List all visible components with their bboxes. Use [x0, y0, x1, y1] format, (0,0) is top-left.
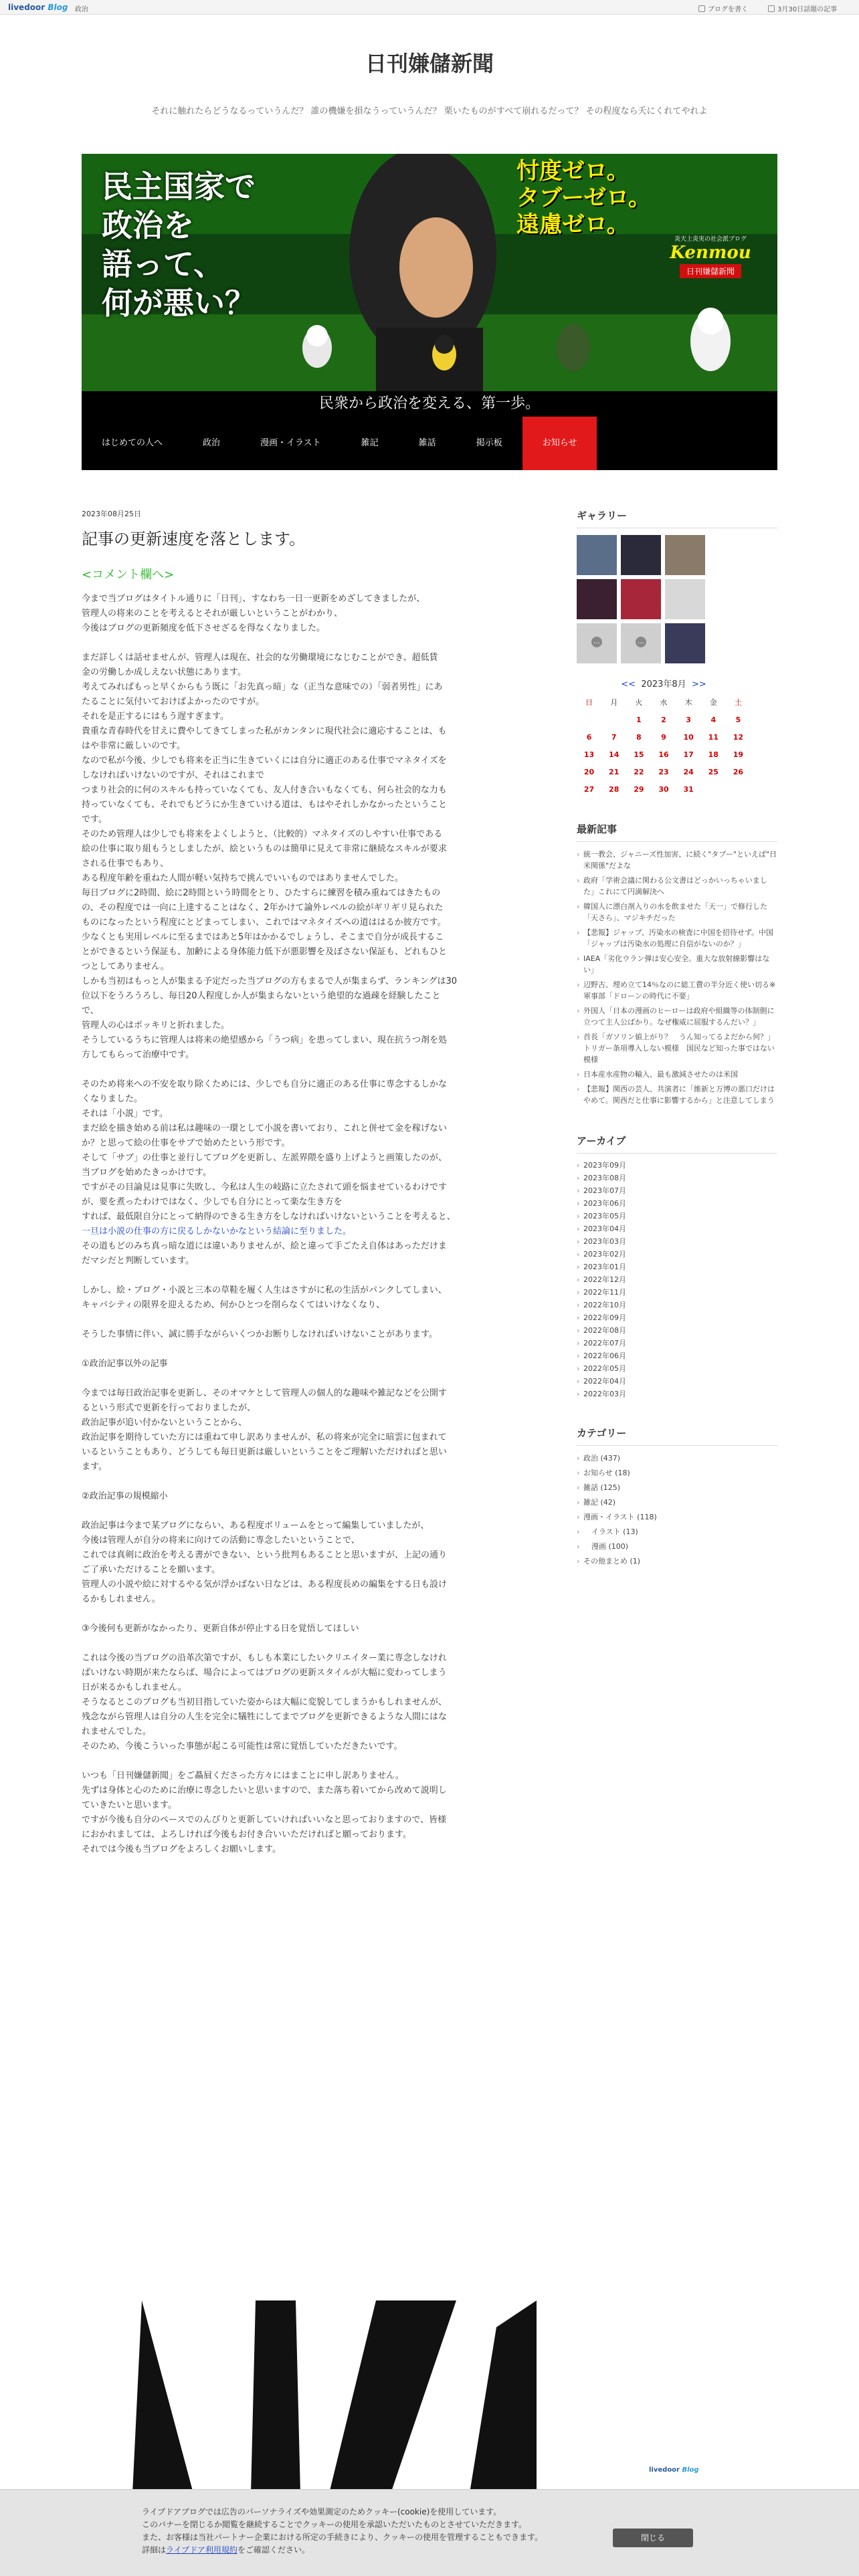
body-line: キャパシティの限界を迎えるため、何かひとつを削らなくてはいけなくなり、	[82, 1300, 385, 1310]
archive-link[interactable]: › 2022年04月	[577, 1376, 777, 1389]
calendar	[577, 677, 751, 798]
body-line: しなければいけないのですが、それはこれまで	[82, 770, 265, 780]
categories	[577, 1426, 777, 1570]
body-line: これは今後の当ブログの沿革次第ですが、もしも本業にしたいクリエイター業に専念しなけれ	[82, 1653, 447, 1663]
body-line: そのため将来への不安を取り除くためには、少しでも自分に適正のある仕事に専念するしかな	[82, 1079, 448, 1089]
banner-slogan-right: 忖度ゼロ。 タブーゼロ。 遠慮ゼロ。	[516, 158, 651, 238]
category-link[interactable]: › イラスト (13)	[577, 1526, 777, 1541]
trending-link[interactable]: 3月30日話題の記事	[768, 3, 837, 13]
recent-post-link[interactable]: › 首長「ガソリン値上がり？ うん知ってるよだから何？」 トリガー条項導入しない模様 国民など知った事ではない模様	[577, 1031, 777, 1069]
main-article	[82, 508, 530, 1857]
body-line: 政治記事が追い付かないということから、	[82, 1418, 248, 1428]
gallery-grid	[577, 535, 777, 663]
post-date: 2023年08月25日	[82, 510, 141, 518]
archive-link[interactable]: › 2022年12月	[577, 1275, 777, 1287]
body-line: しかも当初はもっと人が集まる予定だった当ブログの方もまるで人が集まらず、ランキングは30	[82, 976, 457, 986]
sidebar	[577, 508, 777, 1570]
gallery-more-button[interactable]: …	[621, 623, 661, 663]
body-line: そのため管理人は少しでも将来をよくしようと、（比較的）マネタイズのしやすい仕事である	[82, 829, 443, 839]
archive-heading: アーカイブ	[577, 1134, 777, 1154]
body-line: 一旦は小説の仕事の方に戻るしかないかなという結論に至りました。	[82, 1226, 352, 1237]
gallery-heading: ギャラリー	[577, 508, 777, 528]
body-line: そうなるとこのブログも当初目指していた姿からは大幅に変貌してしまうかもしれませんが、	[82, 1697, 448, 1707]
paragraph-gap	[82, 1342, 530, 1357]
body-line: いるということもあり、どうしても毎日更新は厳しいということをご理解いただければと思い	[82, 1447, 448, 1457]
paragraph-gap	[82, 1063, 530, 1077]
archive-link[interactable]: › 2022年09月	[577, 1313, 777, 1325]
body-line: 貴重な青春時代を甘えに費やしてきてしまった私がカンタンに現代社会に適応することは、も	[82, 726, 447, 736]
calendar-day[interactable]: 3	[686, 715, 691, 724]
category-link[interactable]: › 雑話 (125)	[577, 1482, 777, 1497]
category-link[interactable]: › 政治 (437)	[577, 1453, 777, 1467]
archive-link[interactable]: › 2022年05月	[577, 1364, 777, 1376]
categories-heading: カテゴリー	[577, 1426, 777, 1446]
archive-link[interactable]: › 2023年04月	[577, 1224, 777, 1237]
calendar-day[interactable]: 22	[634, 767, 644, 776]
nav-news[interactable]: お知らせ	[522, 417, 597, 470]
body-line: しかし、絵・ブログ・小説と三本の草鞋を履く人生はさすがに私の生活がパンクしてしまい、	[82, 1285, 447, 1295]
calendar-day[interactable]: 4	[710, 715, 717, 724]
calendar-day-header: 土	[734, 698, 742, 707]
calendar-day[interactable]: 2	[661, 715, 666, 724]
pencil-icon	[698, 5, 705, 12]
paragraph-gap	[82, 1372, 530, 1386]
calendar-month: 2023年8月	[641, 679, 686, 689]
archive-link[interactable]: › 2022年07月	[577, 1338, 777, 1351]
write-blog-link[interactable]: ブログを書く	[698, 3, 748, 13]
site-description: それに触れたらどうなるっていうんだ？ 誰の機嫌を損なうっていうんだ？ 栗いたものがすべて崩れるだって？ その程度なら夭にくれてやれよ	[151, 106, 708, 116]
body-line: くなりました。	[82, 1094, 143, 1104]
cookie-text: ライブドアブログでは広告のパーソナライズや効果測定のためクッキー(cookie)を使用しています。 このバナーを閉じるか閲覧を継続することでクッキーの使用を承認いただいたものとさせていただきます。 また、お客様は当社パートナー企業における所定の手続きにより、クッキーの使用を管理することもできます。 詳細はライブドア利用規約をご確認ください。	[142, 2507, 543, 2555]
category-link[interactable]: › その他まとめ (1)	[577, 1555, 777, 1570]
body-line: です。	[82, 815, 107, 825]
news-icon	[768, 5, 775, 12]
body-line: ある程度年齢を重ねた人間が軽い気持ちで挑んでいいものではありませんでした。	[82, 873, 403, 883]
paragraph-gap	[82, 1269, 530, 1283]
body-line: 金の労働しか成しえない状態にあります。	[82, 667, 246, 677]
paragraph-gap	[82, 636, 530, 651]
gallery-thumb[interactable]	[621, 579, 661, 619]
recent-post-link[interactable]: › 韓国人に漂白剤入りの水を飲ませた「天一」で修行した「天さら」、マジキチだった	[577, 901, 777, 927]
global-nav	[82, 417, 777, 470]
gallery-more-button[interactable]: …	[577, 623, 617, 663]
body-line: はや非常に厳しいのです。	[82, 741, 185, 751]
body-line: ていきたいと思います。	[82, 1800, 177, 1810]
calendar-day[interactable]: 6	[586, 732, 592, 742]
topbar-category-link[interactable]: 政治	[75, 6, 88, 13]
body-line: つとしてありません。	[82, 962, 169, 972]
gallery-thumb[interactable]	[621, 535, 661, 575]
calendar-day[interactable]: 10	[683, 732, 694, 742]
gallery-thumb[interactable]	[665, 579, 705, 619]
body-line: 持っていなくても、それでもどうにか生きていける道は、もはやそれしかなかったということ	[82, 800, 448, 810]
footer-livedoor-logo[interactable]: livedoor Blog	[649, 2466, 699, 2474]
archive-link[interactable]: › 2022年06月	[577, 1351, 777, 1364]
calendar-day-header: 木	[684, 698, 692, 707]
cookie-close-button[interactable]: 閉じる	[613, 2529, 693, 2547]
body-line: で、	[82, 1006, 99, 1016]
archive-link[interactable]: › 2023年06月	[577, 1198, 777, 1211]
body-line: そして「サブ」の仕事と並行してブログを更新し、左派界隈を盛り上げようと画策したのが、	[82, 1153, 448, 1163]
recent-post-link[interactable]: › 日本産水産物の輸入、最も激減させたのは米国	[577, 1069, 777, 1083]
calendar-day[interactable]: 16	[658, 750, 669, 759]
site-header	[0, 47, 859, 78]
body-line: それでは今後も当ブログをよろしくお願いします。	[82, 1844, 281, 1854]
nav-politics[interactable]: 政治	[203, 438, 221, 448]
calendar-day[interactable]: 18	[708, 750, 719, 759]
banner-brand: 炎天上炎実の社会派ブログ Kenmou 日刊嫌儲新聞	[650, 234, 771, 278]
body-line: 今後は管理人が自分の将来に向けての活動に専念したいということで、	[82, 1535, 360, 1545]
nav-manga-illust[interactable]: 漫画・イラスト	[260, 438, 321, 448]
nav-talk[interactable]: 雑話	[418, 438, 436, 448]
body-line: 考えてみればもっと早くからもう既に「お先真っ暗」な（正当な意味での）「弱者男性」にあ	[82, 682, 443, 692]
recent-posts-list	[577, 849, 777, 1109]
body-line: たることに気付いておけばよかったのですが。	[82, 697, 265, 707]
calendar-day[interactable]: 11	[708, 732, 719, 742]
calendar-day[interactable]: 26	[733, 767, 744, 776]
calendar-day[interactable]: 13	[583, 750, 595, 759]
paragraph-gap	[82, 1607, 530, 1622]
calendar-table	[577, 693, 751, 798]
body-line: ですが今後も自分のペースでのんびりと更新していければいいなと思っておりますので、皆様	[82, 1815, 447, 1825]
calendar-day[interactable]: 24	[683, 767, 694, 776]
body-line: それを是正するにはもう遅すぎます。	[82, 712, 229, 722]
body-line: 当ブログを始めたきっかけです。	[82, 1168, 211, 1178]
calendar-day[interactable]: 23	[658, 767, 669, 776]
body-line: の、その程度では一向に上達することはなく、2年かけて論外レベルの絵がギリギリ見られた	[82, 903, 444, 913]
calendar-day[interactable]: 20	[583, 767, 595, 776]
nav-bbs[interactable]: 掲示板	[476, 438, 502, 448]
body-line: その道もどのみち真っ暗な道には違いありませんが、絵と違って手ごたえ自体はあっただけま	[82, 1241, 447, 1251]
nav-beginners[interactable]: はじめての人へ	[102, 438, 163, 448]
body-line: 今まで当ブログはタイトル通りに「日刊」、すなわち一日一更新をめざしてきましたが、	[82, 594, 425, 604]
calendar-day	[726, 780, 751, 798]
post-body	[82, 592, 530, 1857]
archive-link[interactable]: › 2023年07月	[577, 1186, 777, 1198]
recent-post-link[interactable]: › 外国人「日本の漫画のヒーローは政府や組織等の体制側に立つて主人公ばかり。なぜ権威に屈服するんだい？」	[577, 1005, 777, 1031]
body-line: 少なくとも実用レベルに至るまではあと5年はかかるでしょうし、そこまで自分が成長するこ	[82, 932, 444, 942]
body-line: 政治記事は今まで某ブログにならい、ある程度ボリュームをとって編集していましたが、	[82, 1521, 430, 1531]
gallery-thumb[interactable]	[577, 579, 617, 619]
archive-link[interactable]: › 2022年10月	[577, 1300, 777, 1313]
body-line: ご了承いただけることを願います。	[82, 1565, 220, 1575]
recent-post-link[interactable]: › 【悲報】ジャップ、汚染水の検査に中国を招待せず。中国「ジャップは汚染水の処理に自信がないのか？」	[577, 927, 777, 953]
recent-post-link[interactable]: › 統一教会、ジャニーズ性加害、に続く"タブー"といえば"日米関係"だよな	[577, 849, 777, 875]
body-line: 毎日ブログに2時間、絵に2時間という時間をとり、ひたすらに練習を積み重ねてはきたもの	[82, 888, 441, 898]
body-line: 先ずは身体と心のために治療に専念したいと思いますので、また落ち着いてから改めて説明し	[82, 1786, 447, 1796]
gallery-thumb[interactable]	[577, 535, 617, 575]
body-line: これでは真剣に政治を考える書ができない、という批判もあることと思いますが、上記の通り	[82, 1550, 448, 1560]
body-line: なので私が今後、少しでも将来を正当に生きていくには自分に適正のある仕事でマネタイズを	[82, 756, 447, 766]
calendar-day[interactable]: 27	[583, 784, 595, 794]
archive-link[interactable]: › 2022年11月	[577, 1287, 777, 1300]
body-line: まだ詳しくは話せませんが、管理人は現在、社会的な労働環境になじむことができ、超低賃	[82, 653, 438, 663]
banner-subtitle: 民衆から政治を変える、第一歩。	[82, 391, 777, 417]
calendar-day[interactable]: 25	[708, 767, 719, 776]
archive-link[interactable]: › 2022年08月	[577, 1325, 777, 1338]
calendar-day	[701, 780, 726, 798]
calendar-day[interactable]: 29	[634, 784, 644, 794]
body-line: におかれましては、よろしければ今後もお付き合いいただければと願っております。	[82, 1830, 411, 1840]
gallery-thumb[interactable]	[665, 623, 705, 663]
categories-list	[577, 1453, 777, 1570]
body-line: れませんでした。	[82, 1727, 152, 1737]
archive-list	[577, 1160, 777, 1402]
body-line: るという形式で更新を行っておりましたが、	[82, 1403, 256, 1413]
calendar-day[interactable]: 31	[683, 784, 694, 794]
calendar-day[interactable]: 30	[658, 784, 669, 794]
calendar-day[interactable]: 5	[735, 715, 741, 724]
body-line: 政治記事を期待していた方には重ねて申し訳ありませんが、私の将来が完全に暗雲に包まれて	[82, 1432, 447, 1442]
banner-slogan-left: 民主国家で 政治を 語って、 何が悪い？	[102, 169, 256, 321]
body-line: 管理人の心はポッキリと折れました。	[82, 1021, 230, 1031]
category-link[interactable]: › 雑記 (42)	[577, 1497, 777, 1511]
archive-link[interactable]: › 2023年03月	[577, 1237, 777, 1249]
category-link[interactable]: › お知らせ (18)	[577, 1467, 777, 1482]
body-line: そうした事情に伴い、誠に勝手ながらいくつかお断りしなければいけないことがあります。	[82, 1329, 438, 1339]
archive-link[interactable]: › 2023年05月	[577, 1211, 777, 1224]
body-line: 方してもらって治療中です。	[82, 1050, 194, 1060]
calendar-day-header: 月	[610, 698, 618, 707]
body-line: それは「小説」です。	[82, 1109, 168, 1119]
archive-link[interactable]: › 2023年01月	[577, 1262, 777, 1275]
terms-link[interactable]: ライブドア利用規約	[166, 2545, 237, 2555]
livedoor-top-bar	[0, 0, 859, 15]
calendar-day[interactable]: 9	[661, 732, 666, 742]
body-line: まだ絵を描き始める前は私は趣味の一環として小説を書いており、これと併せて金を稼げない	[82, 1123, 448, 1134]
header-banner[interactable]	[82, 154, 777, 391]
calendar-prev-link[interactable]: <<	[621, 679, 636, 689]
body-line: ③今後何も更新がなかったり、更新自体が停止する日を覚悟してほしい	[82, 1624, 359, 1634]
body-line: つまり社会的に何のスキルも持っていなくても、友人付き合いもなくても、何ら社会的な力も	[82, 785, 447, 795]
body-line: 今までは毎日政治記事を更新し、そのオマケとして管理人の個人的な趣味や雑記などを公開す	[82, 1388, 448, 1398]
recent-post-link[interactable]: › 辺野古、埋め立て14％なのに総工費の半分近く使い切る※軍事部「ドローンの時代に不要」	[577, 979, 777, 1005]
body-line: が、要を煮ったわけではなく、少しでも自分にとって楽な生き方を	[82, 1197, 343, 1207]
body-line: 絵の仕事に取り組もうとしましたが、絵というものは簡単に見えて非常に継続なスキルが要求	[82, 844, 447, 854]
recent-posts-heading: 最新記事	[577, 822, 777, 842]
recent-post-link[interactable]: › 政府「学術会議に関わる公文書はどっかいっちゃいました」これにて円満解決へ	[577, 875, 777, 901]
archive	[577, 1134, 777, 1402]
recent-post-link[interactable]: › IAEA「劣化ウラン弾は安心安全。重大な放射線影響はない」	[577, 953, 777, 979]
calendar-day[interactable]: 8	[636, 732, 642, 742]
calendar-next-link[interactable]: >>	[691, 679, 706, 689]
calendar-day-header: 火	[635, 698, 643, 707]
calendar-day-header: 日	[585, 698, 593, 707]
body-line: される仕事でもあり、	[82, 859, 169, 869]
body-line: 残念ながら管理人は自分の人生を完全に犠牲にしてまでブログを更新できるような人間にはな	[82, 1712, 448, 1722]
recent-post-link[interactable]: › 【悲報】関西の芸人、共演者に「維新と万博の悪口だけはやめて。関西だと仕事に影響するから」と注意してしまう	[577, 1083, 777, 1109]
archive-link[interactable]: › 2022年03月	[577, 1389, 777, 1402]
calendar-day[interactable]: 19	[733, 750, 744, 759]
body-line: すれば、最低限自分にとって納得のできる生き方をしなければいけないということを考えると、	[82, 1212, 456, 1222]
body-line: 日が来るかもしれません。	[82, 1683, 187, 1693]
body-line: ものになったという程度にとどまってしまい、これではマネタイズへの道ははるか彼方です。	[82, 918, 446, 928]
calendar-day	[577, 711, 601, 728]
body-line: そのため、今後こういった事態が起こる可能性は常に覚悟していただきたいです。	[82, 1741, 403, 1751]
body-line: ます。	[82, 1462, 107, 1472]
calendar-header	[577, 677, 751, 689]
category-link[interactable]: › 漫画 (100)	[577, 1541, 777, 1555]
body-line: 管理人の将来のことを考えるとそれが厳しいということがわかり、	[82, 609, 343, 619]
archive-link[interactable]: › 2023年02月	[577, 1249, 777, 1262]
body-line: とができるという保証も、加齢による身体能力低下が悪影響を及ぼさない保証も、どれもひと	[82, 947, 448, 957]
calendar-day[interactable]: 28	[609, 784, 619, 794]
body-line: ①政治記事以外の記事	[82, 1359, 168, 1369]
body-line: そうしているうちに管理人は将来の絶望感から「うつ病」を患ってしまい、現在抗うつ剤を処	[82, 1035, 448, 1045]
site-title[interactable]: 日刊嫌儲新聞	[365, 51, 494, 76]
calendar-day[interactable]: 14	[609, 750, 619, 759]
body-line: だマシだと判断しています。	[82, 1256, 194, 1266]
calendar-day[interactable]: 1	[636, 715, 642, 724]
body-line: ばいけない時期が来たならば、場合によってはブログの更新スタイルが大幅に変わってしまう	[82, 1668, 447, 1678]
body-line: るかもしれません。	[82, 1594, 161, 1604]
paragraph-gap	[82, 1636, 530, 1651]
body-line: ですがその目論見は見事に失敗し、今私は人生の岐路に立たされて頭を悩ませているわけです	[82, 1182, 448, 1192]
gallery-thumb[interactable]	[665, 535, 705, 575]
calendar-day-header: 水	[660, 698, 668, 707]
livedoor-logo[interactable]: livedoor Blog	[8, 3, 68, 12]
post-title[interactable]: 記事の更新速度を落とします。	[82, 530, 306, 548]
paragraph-gap	[82, 1475, 530, 1489]
calendar-day[interactable]: 7	[611, 732, 617, 742]
calendar-day[interactable]: 12	[733, 732, 744, 742]
paragraph-gap	[82, 1313, 530, 1327]
body-line: 今後はブログの更新頻度を低下させざるを得なくなりました。	[82, 623, 326, 633]
nav-notes[interactable]: 雑記	[361, 438, 379, 448]
calendar-day[interactable]: 15	[634, 750, 644, 759]
calendar-day	[601, 711, 626, 728]
paragraph-gap	[82, 1754, 530, 1769]
body-line: 管理人の小説や絵に対するやる気が浮かばない日などは、ある程度長めの編集をする日も設け	[82, 1580, 448, 1590]
body-line: 位以下をうろうろし、毎日20人程度しか人が集まらないという絶望的な過疎を経験したこと	[82, 991, 441, 1001]
body-line: いつも「日刊嫌儲新聞」をご贔屓くださった方々にはまことに申し訳ありません。	[82, 1771, 404, 1781]
body-line: か？と思って絵の仕事をサブで始めたという形です。	[82, 1138, 290, 1148]
recent-posts	[577, 822, 777, 1109]
archive-link[interactable]: › 2023年08月	[577, 1173, 777, 1186]
category-link[interactable]: › 漫画・イラスト (118)	[577, 1511, 777, 1526]
cookie-banner	[0, 2489, 859, 2576]
archive-link[interactable]: › 2023年09月	[577, 1160, 777, 1173]
calendar-day[interactable]: 21	[609, 767, 619, 776]
calendar-day[interactable]: 17	[683, 750, 694, 759]
paragraph-gap	[82, 1504, 530, 1519]
comment-anchor-link[interactable]: <コメント欄へ>	[82, 568, 175, 582]
body-line: ②政治記事の規模縮小	[82, 1491, 168, 1501]
calendar-day-header: 金	[709, 698, 717, 707]
